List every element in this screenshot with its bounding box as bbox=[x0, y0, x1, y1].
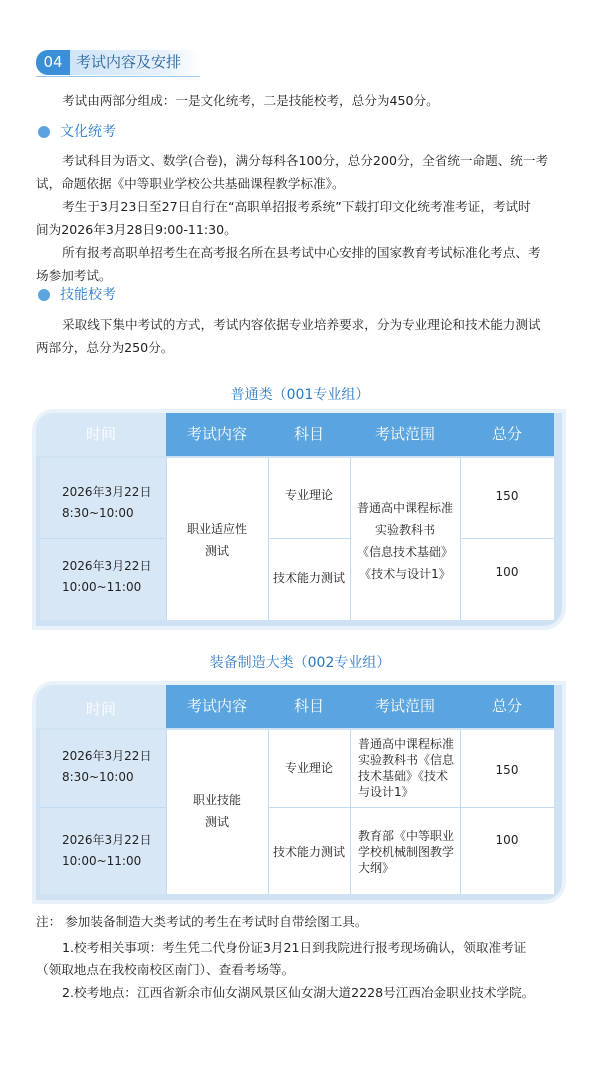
section-header bbox=[36, 50, 200, 75]
culture-p2-line2: 间为2026年3月28日9:00-11:30。 bbox=[36, 222, 237, 237]
table2-content-line1: 职业技能 bbox=[192, 793, 241, 807]
table1-row2-time: 10:00~11:00 bbox=[62, 580, 142, 594]
table2-header-score: 总分 bbox=[460, 685, 554, 728]
bullet-dot-icon bbox=[38, 126, 50, 138]
table2-row1-scope-line2: 实验教科书《信息 bbox=[358, 753, 455, 767]
table2-row1-subject: 专业理论 bbox=[284, 761, 333, 775]
table1-title: 普通类（001专业组） bbox=[230, 387, 370, 403]
note-drawing-tools: 注： 参加装备制造大类考试的考生在考试时自带绘图工具。 bbox=[36, 914, 368, 929]
table2-row2-date: 2026年3月22日 bbox=[62, 833, 152, 847]
table2-row2-subject: 技术能力测试 bbox=[272, 845, 345, 859]
table2 bbox=[36, 685, 562, 900]
table2-body bbox=[40, 730, 554, 894]
table2-row1-score: 150 bbox=[495, 763, 519, 777]
table2-header-content: 考试内容 bbox=[166, 685, 268, 728]
table2-row2-scope-line2: 学校机械制图教学 bbox=[358, 845, 455, 859]
table1 bbox=[36, 413, 562, 626]
table2-content-line2: 测试 bbox=[204, 815, 229, 829]
table1-row2-date: 2026年3月22日 bbox=[62, 559, 152, 573]
table2-header-subject: 科目 bbox=[268, 685, 350, 728]
culture-p3-line1: 所有报考高职单招考生在高考报名所在县考试中心安排的国家教育考试标准化考点、考 bbox=[62, 245, 541, 260]
skill-heading bbox=[38, 285, 238, 305]
note1-line1: 1.校考相关事项：考生凭二代身份证3月21日到我院进行报考现场确认，领取准考证 bbox=[62, 940, 527, 955]
table1-scope-line4: 《技术与设计1》 bbox=[359, 567, 451, 581]
culture-p1-line1: 考试科目为语文、数学(合卷)，满分每科各100分，总分200分，全省统一命题、统一考 bbox=[62, 153, 549, 168]
culture-heading bbox=[38, 122, 238, 142]
table2-header-scope: 考试范围 bbox=[350, 685, 460, 728]
section-title: 考试内容及安排 bbox=[70, 50, 200, 75]
culture-p1-line2: 试，命题依据《中等职业学校公共基础课程教学标准》。 bbox=[36, 176, 345, 191]
table1-body bbox=[40, 458, 554, 620]
table2-row1-scope-line1: 普通高中课程标准 bbox=[358, 737, 455, 751]
bullet-dot-icon bbox=[38, 289, 50, 301]
table1-header-time: 时间 bbox=[36, 413, 166, 456]
table1-row2-score: 100 bbox=[495, 565, 519, 579]
table1-row2-subject: 技术能力测试 bbox=[272, 571, 345, 585]
table2-row2-scope-line1: 教育部《中等职业 bbox=[358, 829, 455, 843]
table2-row1-date: 2026年3月22日 bbox=[62, 749, 152, 763]
table1-row1-subject: 专业理论 bbox=[284, 488, 333, 502]
table2-title: 装备制造大类（002专业组） bbox=[209, 655, 391, 671]
table1-header-scope: 考试范围 bbox=[350, 413, 460, 456]
note2: 2.校考地点：江西省新余市仙女湖风景区仙女湖大道2228号江西冶金职业技术学院。 bbox=[62, 985, 535, 1000]
table1-header-subject: 科目 bbox=[268, 413, 350, 456]
culture-p2-line1: 考生于3月23日至27日自行在“高职单招报考系统”下载打印文化统考准考证，考试时 bbox=[62, 199, 531, 214]
table2-row1-scope-line4: 与设计1》 bbox=[358, 785, 414, 799]
table1-header-content: 考试内容 bbox=[166, 413, 268, 456]
table1-row1-time: 8:30~10:00 bbox=[62, 506, 134, 520]
table1-content-line2: 测试 bbox=[204, 544, 229, 558]
table1-scope-line3: 《信息技术基础》 bbox=[356, 545, 453, 559]
table2-row1-scope-line3: 技术基础》《技术 bbox=[358, 769, 449, 783]
table1-header-score: 总分 bbox=[460, 413, 554, 456]
table1-scope-line1: 普通高中课程标准 bbox=[356, 501, 453, 515]
table2-row1-time: 8:30~10:00 bbox=[62, 770, 134, 784]
section-number: 04 bbox=[36, 50, 70, 75]
table1-row1-date: 2026年3月22日 bbox=[62, 485, 152, 499]
intro-text: 考试由两部分组成：一是文化统考，二是技能校考，总分为450分。 bbox=[62, 93, 439, 108]
table1-row1-score: 150 bbox=[495, 489, 519, 503]
table2-row2-score: 100 bbox=[495, 833, 519, 847]
culture-p3-line2: 场参加考试。 bbox=[36, 268, 112, 283]
table1-content-line1: 职业适应性 bbox=[186, 522, 247, 536]
table1-scope-line2: 实验教科书 bbox=[374, 523, 435, 537]
section-underline bbox=[36, 76, 200, 77]
note1-line2: （领取地点在我校南校区南门）、查看考场等。 bbox=[36, 962, 295, 977]
skill-p1-line2: 两部分，总分为250分。 bbox=[36, 340, 174, 355]
skill-p1-line1: 采取线下集中考试的方式，考试内容依据专业培养要求，分为专业理论和技术能力测试 bbox=[62, 317, 541, 332]
culture-heading-text: 文化统考 bbox=[60, 124, 116, 140]
skill-heading-text: 技能校考 bbox=[60, 287, 116, 303]
table2-row2-time: 10:00~11:00 bbox=[62, 854, 142, 868]
table2-header-time: 时间 bbox=[36, 685, 166, 728]
table2-row2-scope-line3: 大纲》 bbox=[358, 861, 395, 875]
